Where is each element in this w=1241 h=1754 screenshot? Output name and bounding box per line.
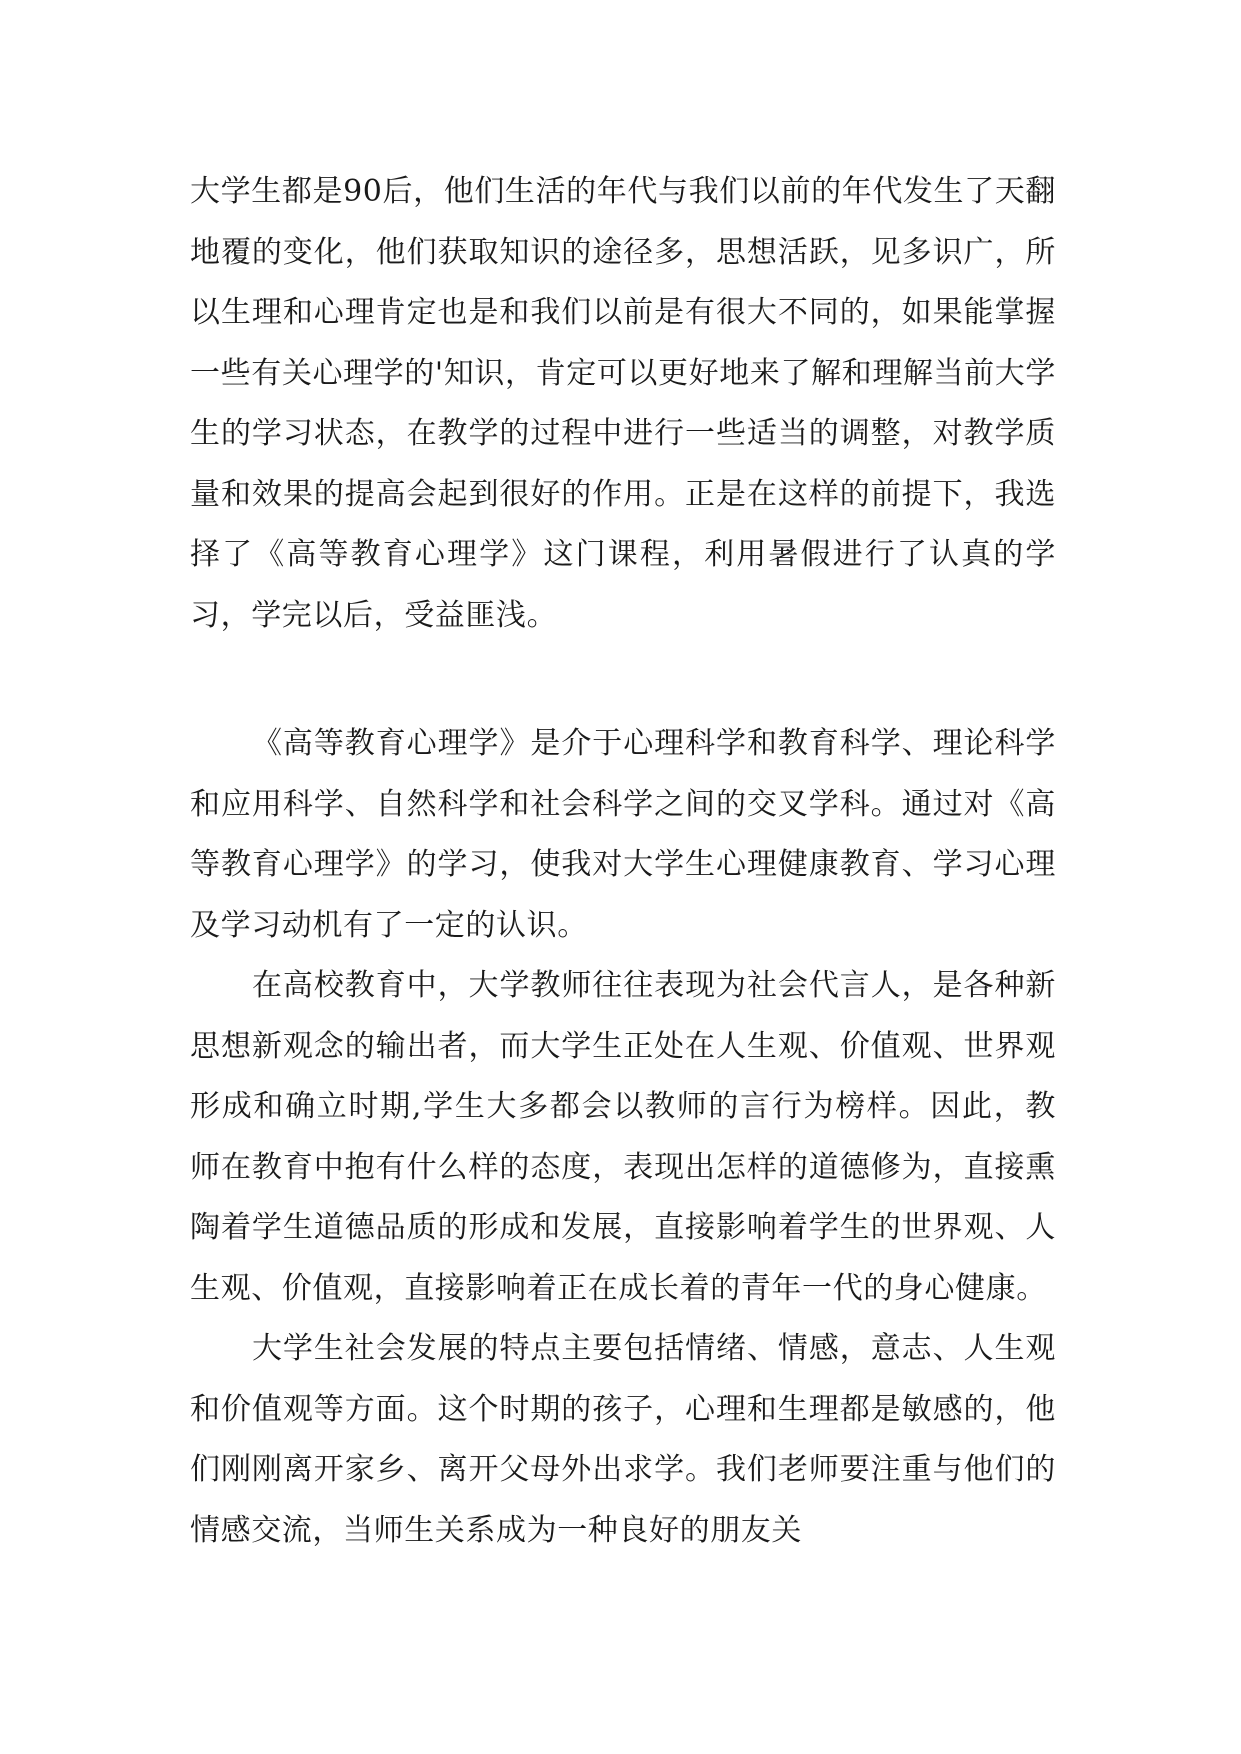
paragraph-student-development: 大学生社会发展的特点主要包括情绪、情感，意志、人生观和价值观等方面。这个时期的孩子，心理和生理都是敏感的，他们刚刚离开家乡、离开父母外出求学。我们老师要注重与他们的情感交流，当师生关系成为一种良好的朋友关 (190, 1331, 1056, 1548)
paragraph-course-definition: 《高等教育心理学》是介于心理科学和教育科学、理论科学和应用科学、自然科学和社会科学之间的交叉学科。通过对《高等教育心理学》的学习，使我对大学生心理健康教育、学习心理及学习动机有了一定的认识。 (190, 726, 1056, 943)
document-body (190, 162, 1056, 1561)
paragraph-intro: 大学生都是90后，他们生活的年代与我们以前的年代发生了天翻地覆的变化，他们获取知识的途径多，思想活跃，见多识广，所以生理和心理肯定也是和我们以前是有很大不同的，如果能掌握一些有关心理学的'知识，肯定可以更好地来了解和理解当前大学生的学习状态，在教学的过程中进行一些适当的调整，对教学质量和效果的提高会起到很好的作用。正是在这样的前提下，我选择了《高等教育心理学》这门课程，利用暑假进行了认真的学习，学完以后，受益匪浅。 (190, 174, 1056, 633)
paragraph-teacher-role: 在高校教育中，大学教师往往表现为社会代言人，是各种新思想新观念的输出者，而大学生正处在人生观、价值观、世界观形成和确立时期,学生大多都会以教师的言行为榜样。因此，教师在教育中抱有什么样的态度，表现出怎样的道德修为，直接熏陶着学生道德品质的形成和发展，直接影响着学生的世界观、人生观、价值观，直接影响着正在成长着的青年一代的身心健康。 (190, 968, 1056, 1306)
paragraph-spacer (190, 646, 1056, 714)
